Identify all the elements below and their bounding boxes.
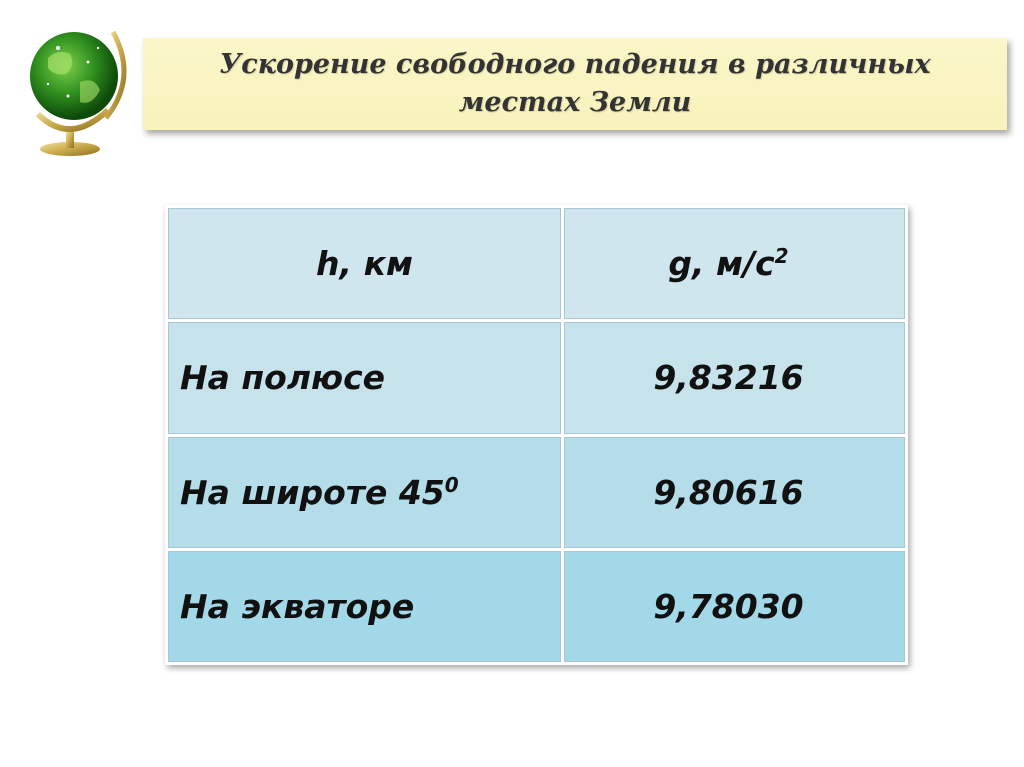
row-label-cell <box>167 549 563 663</box>
table-header-row <box>167 207 907 321</box>
header-gravity-label: g, м/с <box>668 244 775 284</box>
table-row <box>167 549 907 663</box>
row-value: 9,83216 <box>653 358 804 398</box>
slide-title: Ускорение свободного падения в различных местах Земли <box>219 49 931 118</box>
row-label-cell <box>167 321 563 435</box>
row-value-cell <box>563 549 907 663</box>
row-label: На экваторе <box>180 586 415 626</box>
header-cell-height <box>167 207 563 321</box>
row-value-cell <box>563 435 907 549</box>
data-table <box>165 205 908 665</box>
row-value: 9,78030 <box>653 586 804 626</box>
header-height-label: h, км <box>316 244 413 284</box>
row-label: На полюсе <box>180 358 386 398</box>
row-label-superscript: 0 <box>444 472 459 497</box>
row-value-cell <box>563 321 907 435</box>
row-label: На широте 45 <box>180 472 445 512</box>
table-row <box>167 321 907 435</box>
row-value: 9,80616 <box>653 472 804 512</box>
table-row <box>167 435 907 549</box>
globe-icon <box>18 18 130 158</box>
title-banner <box>143 38 1007 130</box>
header-gravity-superscript: 2 <box>774 244 789 269</box>
header-cell-gravity <box>563 207 907 321</box>
row-label-cell <box>167 435 563 549</box>
